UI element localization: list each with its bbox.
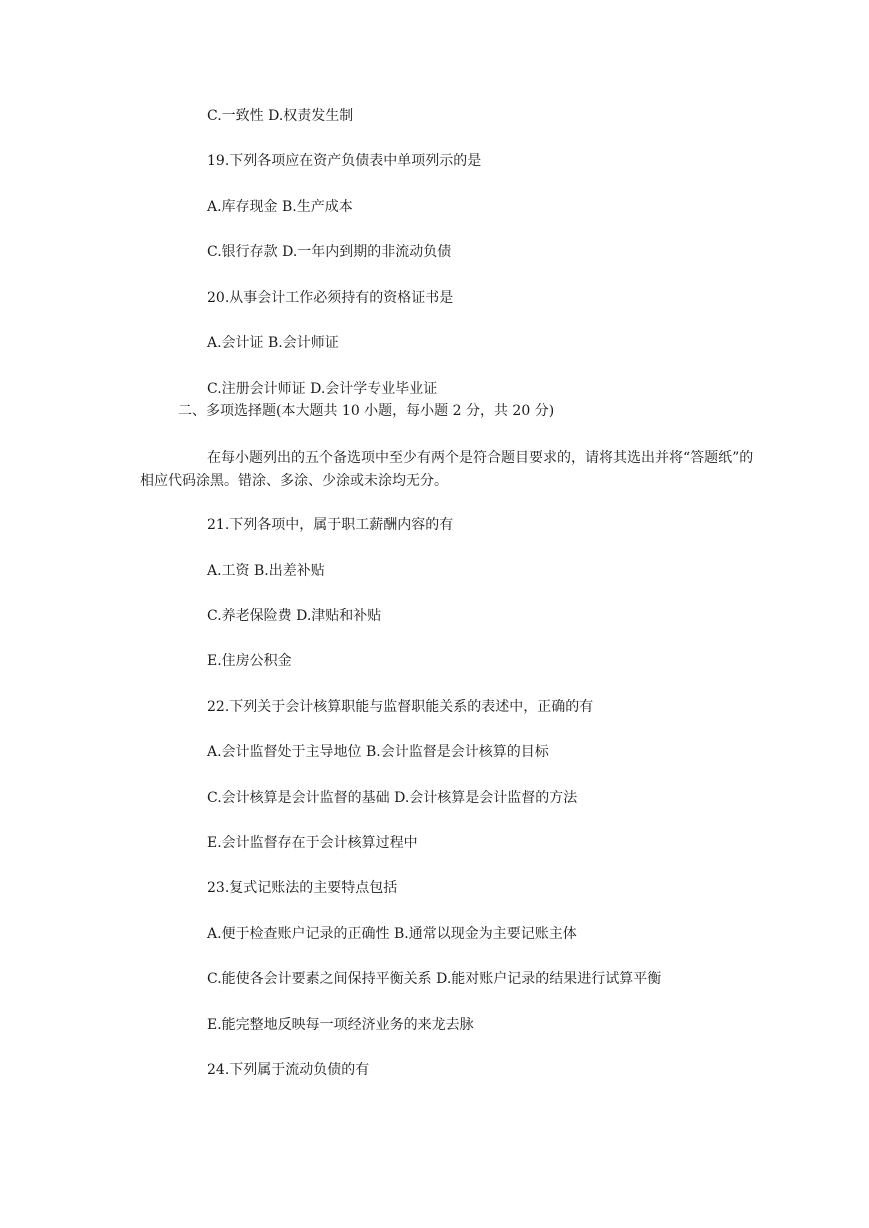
option-line: E.住房公积金	[207, 653, 292, 669]
option-line: A.会计监督处于主导地位 B.会计监督是会计核算的目标	[207, 744, 549, 760]
option-line: A.工资 B.出差补贴	[207, 563, 325, 579]
section-heading: 二、多项选择题(本大题共 10 小题，每小题 2 分，共 20 分)	[178, 403, 555, 419]
option-line: E.能完整地反映每一项经济业务的来龙去脉	[207, 1017, 474, 1033]
question-22: 22.下列关于会计核算职能与监督职能关系的表述中，正确的有	[207, 699, 594, 715]
option-line: C.养老保险费 D.津贴和补贴	[207, 608, 382, 624]
option-line: A.库存现金 B.生产成本	[207, 199, 353, 215]
question-19: 19.下列各项应在资产负债表中单项列示的是	[207, 153, 482, 169]
option-line: E.会计监督存在于会计核算过程中	[207, 835, 418, 851]
instructions-paragraph: 在每小题列出的五个备选项中至少有两个是符合题目要求的，请将其选出并将“答题纸”的相应代码涂黑。错涂、多涂、少涂或未涂均无分。	[140, 450, 754, 489]
option-line: C.银行存款 D.一年内到期的非流动负债	[207, 244, 452, 260]
option-line: C.能使各会计要素之间保持平衡关系 D.能对账户记录的结果进行试算平衡	[207, 971, 662, 987]
question-21: 21.下列各项中，属于职工薪酬内容的有	[207, 517, 454, 533]
option-line: C.会计核算是会计监督的基础 D.会计核算是会计监督的方法	[207, 790, 578, 806]
option-line: C.注册会计师证 D.会计学专业毕业证	[207, 381, 438, 397]
question-23: 23.复式记账法的主要特点包括	[207, 880, 398, 896]
option-line: A.便于检查账户记录的正确性 B.通常以现金为主要记账主体	[207, 926, 577, 942]
question-24: 24.下列属于流动负债的有	[207, 1062, 370, 1078]
option-line: A.会计证 B.会计师证	[207, 335, 339, 351]
question-20: 20.从事会计工作必须持有的资格证书是	[207, 290, 454, 306]
option-line: C.一致性 D.权责发生制	[207, 108, 354, 124]
